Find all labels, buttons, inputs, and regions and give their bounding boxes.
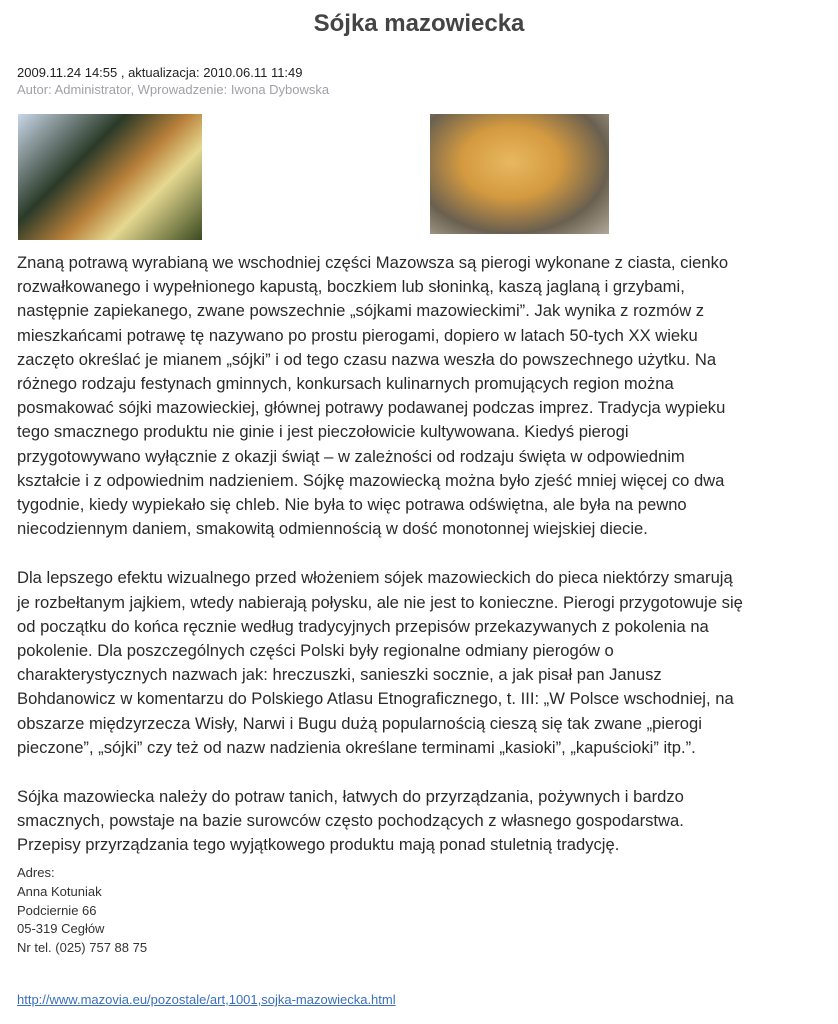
article-paragraph (17, 251, 832, 541)
paragraph-line: Przepisy przyrządzania tego wyjątkowego produktu mają ponad stuletnią tradycję. (17, 835, 620, 855)
paragraph-line: je rozbełtanym jajkiem, wtedy nabierają połysku, ale nie jest to konieczne. Pierogi przygotowuje się (17, 592, 743, 612)
article-paragraph (17, 566, 832, 760)
author-line: Autor: Administrator, Wprowadzenie: Iwona Dybowska (17, 82, 330, 97)
paragraph-line: Sójka mazowiecka należy do potraw tanich, łatwych do przyrządzania, pożywnych i bardzo (17, 787, 684, 807)
paragraph-line: posmakować sójki mazowieckiej, głównej potrawy podawanej podczas imprez. Tradycja wypieku (17, 398, 726, 418)
address-label: Adres: (17, 865, 55, 880)
address-street: Podciernie 66 (17, 902, 97, 918)
paragraph-line: przygotowywano wyłącznie z okazji świąt – w zależności od rodzaju święta w odpowiednim (17, 446, 685, 466)
paragraph-line: Znaną potrawą wyrabianą we wschodniej części Mazowsza są pierogi wykonane z ciasta, cienko (17, 253, 729, 272)
publish-dates: 2009.11.24 14:55 , aktualizacja: 2010.06.11 11:49 (17, 65, 303, 80)
paragraph-line: smacznych, powstaje na bazie surowców często pochodzących z własnego gospodarstwa. (17, 811, 684, 831)
photo-table-with-pierogi (18, 114, 202, 240)
paragraph-line: pokolenie. Dla poszczególnych części Polski były regionalne odmiany pierogów o (17, 641, 614, 661)
address-city: 05-319 Cegłów (17, 921, 105, 937)
address-block (17, 864, 147, 958)
address-phone: Nr tel. (025) 757 88 75 (17, 940, 148, 956)
paragraph-line: zaczęto określać je mianem „sójki” i od tego czasu nazwa weszła do powszechnego użytku. Na (17, 349, 717, 369)
address-name: Anna Kotuniak (17, 883, 102, 899)
paragraph-line: obszarze międzyrzecza Wisły, Narwi i Bugu dużą popularnością cieszą się tak zwane „pierogi (17, 713, 702, 733)
paragraph-line: pieczone”, „sójki” czy też od nazw nadzienia określane terminami „kasioki”, „kapuścioki” itp.”. (17, 737, 696, 757)
paragraph-line: kształcie i z odpowiednim nadzieniem. Sójkę mazowiecką można było zjeść mniej więcej co dwa (17, 470, 725, 490)
paragraph-line: różnego rodzaju festynach gminnych, konkursach kulinarnych promujących region można (17, 374, 674, 394)
paragraph-line: niecodziennym daniem, smakowitą odmiennością w dość monotonnej wiejskiej diecie. (17, 519, 648, 539)
paragraph-line: tego smacznego produktu nie ginie i jest pieczołowicie kultywowana. Kiedyś pierogi (17, 422, 629, 442)
article-paragraph (17, 785, 832, 858)
paragraph-line: od początku do końca ręcznie według tradycyjnych przepisów przekazywanych z pokolenia na (17, 616, 709, 636)
photo-basket-of-sojki (430, 114, 609, 234)
paragraph-line: tygodnie, kiedy wypiekało się chleb. Nie była to więc potrawa odświętna, ale była na pewno (17, 495, 687, 515)
paragraph-line: Dla lepszego efektu wizualnego przed włożeniem sójek mazowieckich do pieca niektórzy smarują (17, 568, 733, 588)
page-title: Sójka mazowiecka (313, 10, 525, 37)
source-link[interactable]: http://www.mazovia.eu/pozostale/art,1001,sojka-mazowiecka.html (17, 992, 396, 1007)
paragraph-line: Bohdanowicz w komentarzu do Polskiego Atlasu Etnograficznego, t. III: „W Polsce wschodniej, na (17, 689, 734, 709)
paragraph-line: rozwałkowanego i wypełnionego kapustą, boczkiem lub słoninką, kaszą jaglaną i grzybami, (17, 277, 685, 297)
article-body (17, 251, 832, 883)
paragraph-line: następnie zapiekanego, zwane powszechnie „sójkami mazowieckimi”. Jak wynika z rozmów z (17, 301, 705, 321)
paragraph-line: mieszkańcami potrawę tę nazywano po prostu pierogami, dopiero w latach 50-tych XX wieku (17, 325, 698, 345)
paragraph-line: charakterystycznych nazwach jak: hreczuszki, sanieszki socznie, a jak pisał pan Janusz (17, 665, 662, 685)
